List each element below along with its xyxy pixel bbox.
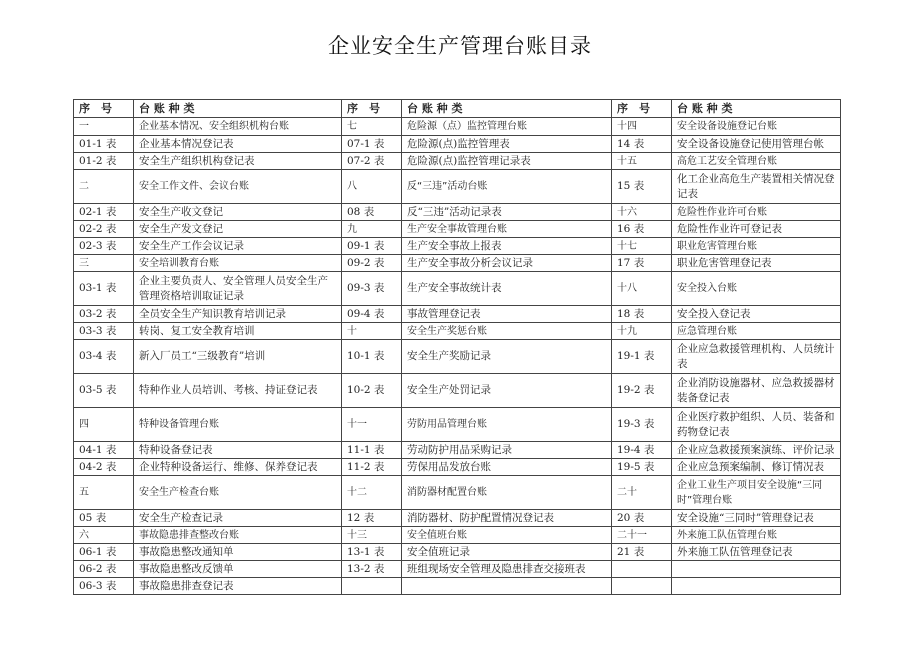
header-num-2: 序 号 [342, 100, 402, 118]
ledger-number-cell: 02-3 表 [74, 238, 134, 255]
ledger-kind-cell: 反“三违”活动台账 [402, 170, 612, 204]
ledger-number-cell: 13-2 表 [342, 561, 402, 578]
ledger-kind-cell [402, 578, 612, 595]
ledger-number-cell: 06-2 表 [74, 561, 134, 578]
ledger-kind-cell: 生产安全事故上报表 [402, 238, 612, 255]
ledger-kind-cell: 生产安全事故分析会议记录 [402, 255, 612, 272]
ledger-number-cell: 10-2 表 [342, 374, 402, 408]
ledger-number-cell: 十二 [342, 476, 402, 510]
ledger-number-cell: 09-2 表 [342, 255, 402, 272]
ledger-kind-cell: 企业消防设施器材、应急救援器材装备登记表 [672, 374, 841, 408]
table-row [74, 544, 841, 561]
ledger-number-cell: 15 表 [612, 170, 672, 204]
table-row [74, 374, 841, 408]
ledger-kind-cell: 全员安全生产知识教育培训记录 [134, 306, 342, 323]
ledger-number-cell: 18 表 [612, 306, 672, 323]
ledger-kind-cell: 劳动防护用品采购记录 [402, 442, 612, 459]
table-row [74, 340, 841, 374]
ledger-number-cell: 二 [74, 170, 134, 204]
table-row [74, 221, 841, 238]
table-row [74, 459, 841, 476]
table-row [74, 118, 841, 136]
ledger-kind-cell: 企业应急救援预案演练、评价记录 [672, 442, 841, 459]
ledger-kind-cell: 安全设施“三同时”管理登记表 [672, 510, 841, 527]
table-row [74, 442, 841, 459]
ledger-number-cell: 03-2 表 [74, 306, 134, 323]
table-row [74, 578, 841, 595]
ledger-kind-cell: 安全值班台账 [402, 527, 612, 544]
ledger-number-cell: 06-3 表 [74, 578, 134, 595]
table-row [74, 408, 841, 442]
ledger-number-cell: 17 表 [612, 255, 672, 272]
ledger-kind-cell: 事故隐患整改通知单 [134, 544, 342, 561]
ledger-kind-cell: 化工企业高危生产装置相关情况登记表 [672, 170, 841, 204]
ledger-number-cell: 13-1 表 [342, 544, 402, 561]
ledger-number-cell: 05 表 [74, 510, 134, 527]
ledger-kind-cell: 安全生产组织机构登记表 [134, 153, 342, 170]
ledger-kind-cell: 事故隐患整改反馈单 [134, 561, 342, 578]
ledger-kind-cell: 企业应急预案编制、修订情况表 [672, 459, 841, 476]
ledger-kind-cell: 安全培训教育台账 [134, 255, 342, 272]
ledger-number-cell: 十六 [612, 204, 672, 221]
ledger-kind-cell: 危险源（点）监控管理台账 [402, 118, 612, 136]
ledger-kind-cell [672, 561, 841, 578]
ledger-kind-cell: 安全投入台账 [672, 272, 841, 306]
ledger-number-cell: 01-1 表 [74, 136, 134, 153]
ledger-number-cell: 02-1 表 [74, 204, 134, 221]
ledger-number-cell: 19-4 表 [612, 442, 672, 459]
table-row [74, 272, 841, 306]
ledger-kind-cell: 安全生产奖励记录 [402, 340, 612, 374]
ledger-number-cell: 三 [74, 255, 134, 272]
ledger-kind-cell: 班组现场安全管理及隐患排查交接班表 [402, 561, 612, 578]
ledger-kind-cell: 安全生产发文登记 [134, 221, 342, 238]
ledger-number-cell: 03-4 表 [74, 340, 134, 374]
table-row [74, 306, 841, 323]
ledger-number-cell: 十一 [342, 408, 402, 442]
ledger-number-cell: 07-2 表 [342, 153, 402, 170]
ledger-kind-cell: 企业基本情况、安全组织机构台账 [134, 118, 342, 136]
ledger-kind-cell: 特种设备管理台账 [134, 408, 342, 442]
table-row [74, 238, 841, 255]
ledger-number-cell [342, 578, 402, 595]
ledger-number-cell: 19-5 表 [612, 459, 672, 476]
ledger-number-cell: 二十 [612, 476, 672, 510]
table-row [74, 255, 841, 272]
ledger-kind-cell: 职业危害管理登记表 [672, 255, 841, 272]
ledger-number-cell: 21 表 [612, 544, 672, 561]
ledger-number-cell: 04-1 表 [74, 442, 134, 459]
ledger-kind-cell: 安全工作文件、会议台账 [134, 170, 342, 204]
ledger-number-cell: 16 表 [612, 221, 672, 238]
ledger-kind-cell: 特种作业人员培训、考核、持证登记表 [134, 374, 342, 408]
table-row [74, 204, 841, 221]
ledger-kind-cell: 事故隐患排查整改台账 [134, 527, 342, 544]
ledger-number-cell: 03-5 表 [74, 374, 134, 408]
ledger-number-cell: 19-3 表 [612, 408, 672, 442]
ledger-number-cell: 七 [342, 118, 402, 136]
ledger-number-cell: 八 [342, 170, 402, 204]
ledger-number-cell: 01-2 表 [74, 153, 134, 170]
ledger-kind-cell: 消防器材、防护配置情况登记表 [402, 510, 612, 527]
table-row [74, 170, 841, 204]
ledger-kind-cell: 外来施工队伍管理登记表 [672, 544, 841, 561]
ledger-number-cell: 一 [74, 118, 134, 136]
ledger-number-cell: 十四 [612, 118, 672, 136]
ledger-kind-cell: 劳防用品管理台账 [402, 408, 612, 442]
ledger-kind-cell: 生产安全事故管理台账 [402, 221, 612, 238]
ledger-number-cell: 09-4 表 [342, 306, 402, 323]
ledger-kind-cell: 消防器材配置台账 [402, 476, 612, 510]
ledger-number-cell: 12 表 [342, 510, 402, 527]
ledger-kind-cell: 安全设备设施登记台账 [672, 118, 841, 136]
ledger-number-cell: 10-1 表 [342, 340, 402, 374]
ledger-kind-cell: 安全生产处罚记录 [402, 374, 612, 408]
ledger-number-cell: 06-1 表 [74, 544, 134, 561]
ledger-catalog-table [73, 99, 841, 595]
ledger-kind-cell: 企业基本情况登记表 [134, 136, 342, 153]
table-row [74, 476, 841, 510]
ledger-kind-cell: 转岗、复工安全教育培训 [134, 323, 342, 340]
table-row [74, 561, 841, 578]
table-row [74, 510, 841, 527]
ledger-kind-cell: 事故隐患排查登记表 [134, 578, 342, 595]
ledger-kind-cell: 危险源(点)监控管理记录表 [402, 153, 612, 170]
ledger-number-cell: 02-2 表 [74, 221, 134, 238]
header-num-3: 序 号 [612, 100, 672, 118]
ledger-kind-cell: 劳保用品发放台账 [402, 459, 612, 476]
ledger-kind-cell: 安全生产检查台账 [134, 476, 342, 510]
ledger-kind-cell: 生产安全事故统计表 [402, 272, 612, 306]
ledger-number-cell: 14 表 [612, 136, 672, 153]
ledger-number-cell: 19-1 表 [612, 340, 672, 374]
ledger-number-cell: 十五 [612, 153, 672, 170]
header-num-1: 序 号 [74, 100, 134, 118]
ledger-number-cell: 十三 [342, 527, 402, 544]
ledger-kind-cell: 应急管理台账 [672, 323, 841, 340]
ledger-kind-cell [672, 578, 841, 595]
ledger-number-cell: 07-1 表 [342, 136, 402, 153]
ledger-number-cell: 十九 [612, 323, 672, 340]
ledger-number-cell: 十八 [612, 272, 672, 306]
header-kind-3: 台 账 种 类 [672, 100, 841, 118]
ledger-number-cell: 09-3 表 [342, 272, 402, 306]
header-kind-2: 台 账 种 类 [402, 100, 612, 118]
ledger-number-cell: 11-1 表 [342, 442, 402, 459]
table-header-row [74, 100, 841, 118]
ledger-number-cell: 09-1 表 [342, 238, 402, 255]
ledger-kind-cell: 安全设备设施登记使用管理台帐 [672, 136, 841, 153]
ledger-number-cell: 九 [342, 221, 402, 238]
ledger-kind-cell: 危险性作业许可登记表 [672, 221, 841, 238]
table-row [74, 136, 841, 153]
ledger-number-cell: 03-1 表 [74, 272, 134, 306]
ledger-kind-cell: 安全投入登记表 [672, 306, 841, 323]
ledger-kind-cell: 安全生产收文登记 [134, 204, 342, 221]
ledger-kind-cell: 企业应急救援管理机构、人员统计表 [672, 340, 841, 374]
ledger-kind-cell: 企业医疗救护组织、人员、装备和药物登记表 [672, 408, 841, 442]
ledger-kind-cell: 安全值班记录 [402, 544, 612, 561]
ledger-number-cell [612, 561, 672, 578]
ledger-kind-cell: 企业主要负责人、安全管理人员安全生产管理资格培训取证记录 [134, 272, 342, 306]
ledger-kind-cell: 高危工艺安全管理台账 [672, 153, 841, 170]
ledger-number-cell: 十 [342, 323, 402, 340]
ledger-number-cell: 六 [74, 527, 134, 544]
ledger-kind-cell: 反“三违”活动记录表 [402, 204, 612, 221]
ledger-kind-cell: 危险源(点)监控管理表 [402, 136, 612, 153]
ledger-kind-cell: 外来施工队伍管理台账 [672, 527, 841, 544]
ledger-number-cell: 二十一 [612, 527, 672, 544]
ledger-number-cell: 11-2 表 [342, 459, 402, 476]
ledger-kind-cell: 职业危害管理台账 [672, 238, 841, 255]
ledger-kind-cell: 事故管理登记表 [402, 306, 612, 323]
ledger-number-cell: 四 [74, 408, 134, 442]
table-row [74, 527, 841, 544]
ledger-number-cell: 十七 [612, 238, 672, 255]
ledger-kind-cell: 新入厂员工“三级教育”培训 [134, 340, 342, 374]
ledger-kind-cell: 特种设备登记表 [134, 442, 342, 459]
table-row [74, 153, 841, 170]
ledger-number-cell: 03-3 表 [74, 323, 134, 340]
ledger-number-cell [612, 578, 672, 595]
page-title: 企业安全生产管理台账目录 [328, 34, 592, 58]
ledger-kind-cell: 安全生产奖惩台账 [402, 323, 612, 340]
ledger-number-cell: 五 [74, 476, 134, 510]
ledger-number-cell: 20 表 [612, 510, 672, 527]
ledger-number-cell: 04-2 表 [74, 459, 134, 476]
table-row [74, 323, 841, 340]
header-kind-1: 台 账 种 类 [134, 100, 342, 118]
ledger-number-cell: 19-2 表 [612, 374, 672, 408]
ledger-kind-cell: 企业特种设备运行、维修、保养登记表 [134, 459, 342, 476]
ledger-kind-cell: 安全生产工作会议记录 [134, 238, 342, 255]
ledger-number-cell: 08 表 [342, 204, 402, 221]
ledger-kind-cell: 企业工业生产项目安全设施“三同时”管理台账 [672, 476, 841, 510]
ledger-kind-cell: 危险性作业许可台账 [672, 204, 841, 221]
ledger-kind-cell: 安全生产检查记录 [134, 510, 342, 527]
